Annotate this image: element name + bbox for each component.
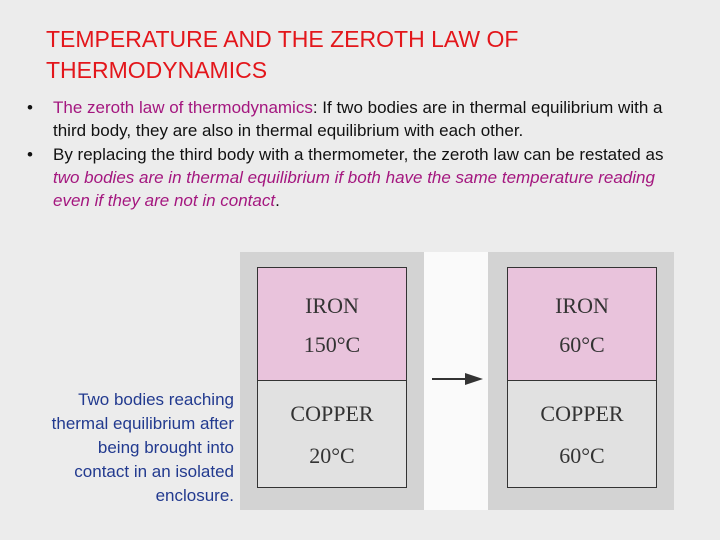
- zeroth-law-term: The zeroth law of thermodynamics: [53, 98, 313, 117]
- copper-temp-before: 20°C: [309, 443, 355, 468]
- thermal-equilibrium-figure: [240, 252, 674, 510]
- bullet-icon: •: [27, 145, 33, 164]
- zeroth-law-definition: : If two bodies are in thermal equilibrium with a third body, they are also in thermal equilibrium with each other.: [53, 98, 663, 140]
- iron-block-after: [507, 267, 657, 381]
- bullet-list: [24, 96, 674, 213]
- bullet-item: [24, 143, 674, 212]
- iron-block-before: [257, 267, 407, 381]
- copper-block-after: [507, 380, 657, 488]
- restatement-period: .: [275, 191, 280, 210]
- iron-label-after: IRON: [555, 293, 609, 318]
- restatement-emphasis: two bodies are in thermal equilibrium if both have the same temperature reading even if they are not in contact: [53, 168, 655, 210]
- iron-label-before: IRON: [305, 293, 359, 318]
- right-arrow-icon: [429, 369, 485, 389]
- slide-title: TEMPERATURE AND THE ZEROTH LAW OF THERMODYNAMICS: [46, 26, 519, 83]
- iron-temp-after: 60°C: [559, 332, 605, 357]
- copper-label-after: COPPER: [540, 401, 624, 426]
- copper-temp-after: 60°C: [559, 443, 605, 468]
- copper-block-before: [257, 380, 407, 488]
- figure-caption: Two bodies reaching thermal equilibrium after being brought into contact in an isolated enclosure.: [51, 390, 234, 505]
- bullet-item: [24, 96, 674, 142]
- iron-temp-before: 150°C: [303, 332, 361, 357]
- restatement-text: By replacing the third body with a thermometer, the zeroth law can be restated as: [53, 145, 664, 164]
- bullet-icon: •: [27, 98, 33, 117]
- copper-label-before: COPPER: [290, 401, 374, 426]
